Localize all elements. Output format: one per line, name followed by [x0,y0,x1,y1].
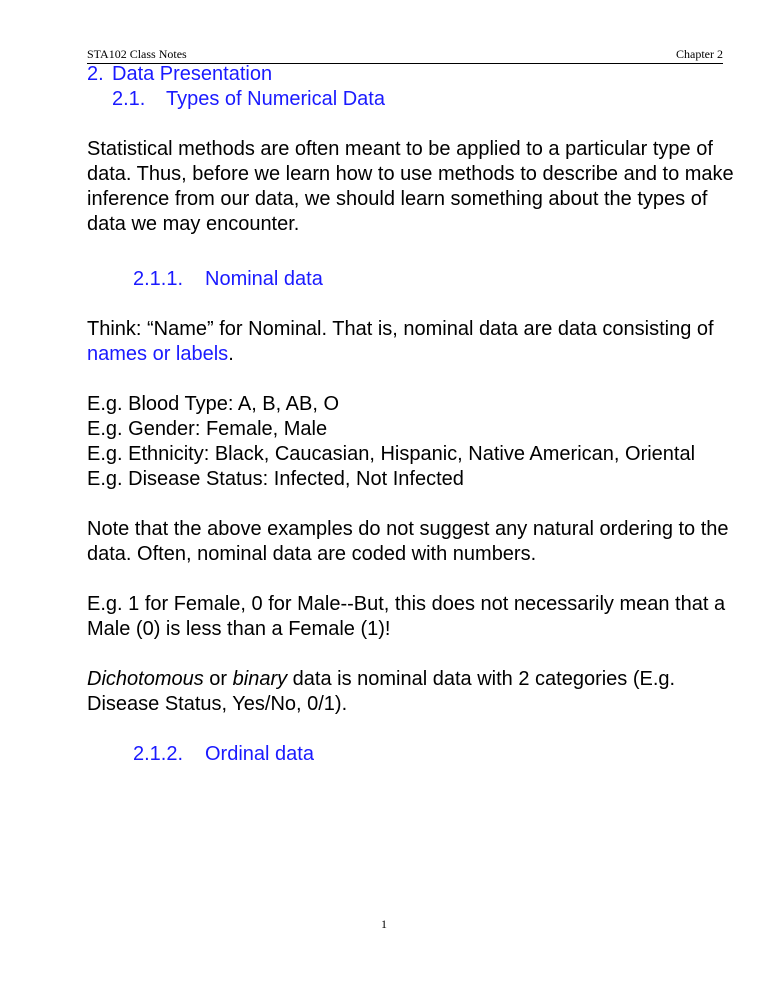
page-number: 1 [381,917,387,931]
nominal-definition-highlight: names or labels [87,343,229,365]
section-number: 2. [87,63,104,85]
nominal-definition [87,317,737,367]
section-title: Data Presentation [112,63,273,85]
coding-example-paragraph: E.g. 1 for Female, 0 for Male--But, this does not necessarily mean that a Male (0) is less than a Female (1)! [87,593,726,640]
nominal-examples-list [87,392,737,492]
header-chapter: Chapter 2 [676,47,723,61]
nominal-heading-title: Nominal data [205,268,323,290]
example-gender: E.g. Gender: Female, Male [87,418,328,440]
binary-term: binary [232,668,288,690]
subsection-title: Types of Numerical Data [166,88,385,110]
nominal-heading [87,267,737,292]
nominal-heading-number: 2.1.1. [133,268,184,290]
nominal-definition-lead: Think: “Name” for Nominal. That is, nominal data are data consisting of [87,318,714,340]
subsection-heading [87,87,737,112]
example-blood-type: E.g. Blood Type: A, B, AB, O [87,393,340,415]
ordinal-heading [87,742,737,767]
ordinal-heading-title: Ordinal data [205,743,314,765]
nominal-definition-tail: . [228,343,234,365]
section-heading [87,62,737,87]
page-body [87,62,737,767]
nominal-note-paragraph: Note that the above examples do not suggest any natural ordering to the data. Often, nominal data are coded with numbers. [87,518,729,565]
example-ethnicity: E.g. Ethnicity: Black, Caucasian, Hispanic, Native American, Oriental [87,443,696,465]
ordinal-heading-number: 2.1.2. [133,743,184,765]
dichotomous-or: or [203,668,233,690]
subsection-number: 2.1. [112,88,146,110]
dichotomous-term: Dichotomous [87,668,204,690]
dichotomous-tail: data is nominal data with 2 categories (E.g. Disease Status, Yes/No, 0/1). [87,668,676,715]
intro-paragraph: Statistical methods are often meant to be applied to a particular type of data. Thus, before we learn how to use methods to describe and to make inference from our data, we should learn something about the types of data we may encounter. [87,138,734,235]
header-course-title: STA102 Class Notes [87,47,187,61]
dichotomous-paragraph [87,667,737,717]
example-disease-status: E.g. Disease Status: Infected, Not Infected [87,468,464,490]
